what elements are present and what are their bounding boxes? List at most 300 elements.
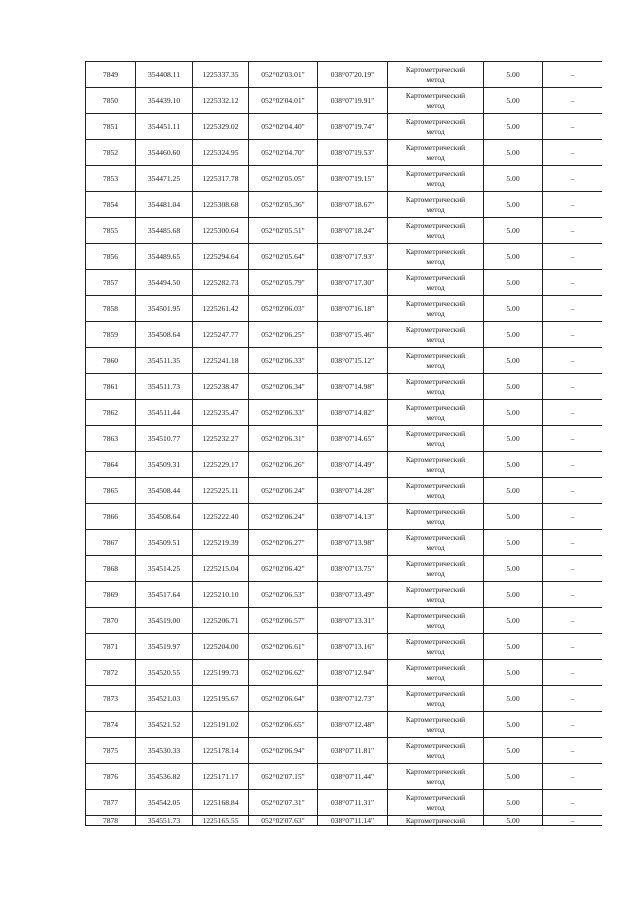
note-cell: – [543,400,603,426]
method-text: метод [426,490,445,500]
latitude-cell: 052°02'06.03" [249,296,318,322]
y-coordinate-cell: 1225332.12 [193,88,249,114]
x-coordinate-cell: 354536.82 [136,764,193,790]
note-cell: – [543,296,603,322]
point-number-cell: 7855 [86,218,136,244]
method-cell [388,114,484,140]
method-text: метод [426,646,445,656]
table-row [86,166,603,192]
longitude-cell: 038°07'14.98" [318,374,388,400]
x-coordinate-cell: 354494.50 [136,270,193,296]
y-coordinate-cell: 1225324.95 [193,140,249,166]
table-row [86,348,603,374]
point-number-cell: 7877 [86,790,136,816]
table-row [86,374,603,400]
table-row [86,62,603,88]
latitude-cell: 052°02'05.64" [249,244,318,270]
accuracy-cell: 5.00 [484,478,543,504]
method-cell [388,634,484,660]
longitude-cell: 038°07'11.44" [318,764,388,790]
accuracy-cell: 5.00 [484,270,543,296]
method-cell [388,686,484,712]
method-text: Картометрический [405,220,466,230]
x-coordinate-cell: 354508.64 [136,504,193,530]
method-text: метод [426,204,445,214]
point-number-cell: 7851 [86,114,136,140]
x-coordinate-cell: 354481.04 [136,192,193,218]
table-row [86,88,603,114]
point-number-cell: 7874 [86,712,136,738]
method-cell [388,582,484,608]
note-cell: – [543,140,603,166]
method-text: Картометрический [405,662,466,672]
method-text: Картометрический [405,532,466,542]
point-number-cell: 7873 [86,686,136,712]
point-number-cell: 7865 [86,478,136,504]
accuracy-cell: 5.00 [484,738,543,764]
longitude-cell: 038°07'19.15" [318,166,388,192]
method-text: метод [426,464,445,474]
longitude-cell: 038°07'14.13" [318,504,388,530]
longitude-cell: 038°07'14.65" [318,426,388,452]
longitude-cell: 038°07'19.91" [318,88,388,114]
y-coordinate-cell: 1225261.42 [193,296,249,322]
method-text: Картометрический [405,402,466,412]
x-coordinate-cell: 354508.64 [136,322,193,348]
longitude-cell: 038°07'13.31" [318,608,388,634]
x-coordinate-cell: 354471.25 [136,166,193,192]
note-cell: – [543,764,603,790]
method-text: Картометрический [405,272,466,282]
latitude-cell: 052°02'06.26" [249,452,318,478]
longitude-cell: 038°07'17.30" [318,270,388,296]
longitude-cell: 038°07'11.14" [318,816,388,826]
method-text: метод [426,438,445,448]
point-number-cell: 7856 [86,244,136,270]
note-cell: – [543,322,603,348]
coordinates-table-body [86,62,603,826]
longitude-cell: 038°07'19.74" [318,114,388,140]
note-cell: – [543,62,603,88]
point-number-cell: 7868 [86,556,136,582]
accuracy-cell: 5.00 [484,816,543,826]
y-coordinate-cell: 1225199.73 [193,660,249,686]
longitude-cell: 038°07'14.28" [318,478,388,504]
point-number-cell: 7872 [86,660,136,686]
accuracy-cell: 5.00 [484,504,543,530]
table-row [86,140,603,166]
table-row [86,322,603,348]
method-text: Картометрический [405,792,466,802]
method-text: Картометрический [405,584,466,594]
method-text: метод [426,282,445,292]
y-coordinate-cell: 1225300.64 [193,218,249,244]
longitude-cell: 038°07'16.18" [318,296,388,322]
y-coordinate-cell: 1225222.40 [193,504,249,530]
latitude-cell: 052°02'06.27" [249,530,318,556]
table-row [86,218,603,244]
note-cell: – [543,478,603,504]
table-row [86,400,603,426]
x-coordinate-cell: 354408.11 [136,62,193,88]
method-cell [388,556,484,582]
y-coordinate-cell: 1225247.77 [193,322,249,348]
method-cell [388,608,484,634]
method-cell [388,270,484,296]
point-number-cell: 7860 [86,348,136,374]
note-cell: – [543,686,603,712]
y-coordinate-cell: 1225204.00 [193,634,249,660]
note-cell: – [543,790,603,816]
accuracy-cell: 5.00 [484,582,543,608]
table-row [86,530,603,556]
method-text: метод [426,230,445,240]
method-text: Картометрический [405,636,466,646]
table-row [86,114,603,140]
table-row [86,738,603,764]
method-text: Картометрический [405,816,466,825]
note-cell: – [543,244,603,270]
x-coordinate-cell: 354439.10 [136,88,193,114]
latitude-cell: 052°02'06.57" [249,608,318,634]
accuracy-cell: 5.00 [484,88,543,114]
accuracy-cell: 5.00 [484,634,543,660]
x-coordinate-cell: 354519.97 [136,634,193,660]
method-cell [388,88,484,114]
y-coordinate-cell: 1225219.39 [193,530,249,556]
table-row [86,244,603,270]
longitude-cell: 038°07'18.24" [318,218,388,244]
note-cell: – [543,374,603,400]
table-row [86,504,603,530]
table-row [86,452,603,478]
y-coordinate-cell: 1225329.02 [193,114,249,140]
x-coordinate-cell: 354520.55 [136,660,193,686]
latitude-cell: 052°02'06.64" [249,686,318,712]
x-coordinate-cell: 354510.77 [136,426,193,452]
method-text: Картометрический [405,714,466,724]
latitude-cell: 052°02'06.33" [249,400,318,426]
latitude-cell: 052°02'06.25" [249,322,318,348]
longitude-cell: 038°07'15.46" [318,322,388,348]
latitude-cell: 052°02'06.31" [249,426,318,452]
point-number-cell: 7867 [86,530,136,556]
latitude-cell: 052°02'06.34" [249,374,318,400]
y-coordinate-cell: 1225215.04 [193,556,249,582]
method-text: метод [426,256,445,266]
longitude-cell: 038°07'18.67" [318,192,388,218]
accuracy-cell: 5.00 [484,790,543,816]
latitude-cell: 052°02'06.53" [249,582,318,608]
longitude-cell: 038°07'19.53" [318,140,388,166]
longitude-cell: 038°07'13.75" [318,556,388,582]
method-text: метод [426,308,445,318]
x-coordinate-cell: 354508.44 [136,478,193,504]
latitude-cell: 052°02'07.63" [249,816,318,826]
method-cell [388,478,484,504]
point-number-cell: 7870 [86,608,136,634]
point-number-cell: 7854 [86,192,136,218]
y-coordinate-cell: 1225317.78 [193,166,249,192]
point-number-cell: 7862 [86,400,136,426]
point-number-cell: 7878 [86,816,136,826]
table-row [86,608,603,634]
accuracy-cell: 5.00 [484,348,543,374]
longitude-cell: 038°07'14.82" [318,400,388,426]
latitude-cell: 052°02'06.33" [249,348,318,374]
longitude-cell: 038°07'14.49" [318,452,388,478]
note-cell: – [543,816,603,826]
note-cell: – [543,660,603,686]
method-cell [388,322,484,348]
longitude-cell: 038°07'12.73" [318,686,388,712]
method-text: Картометрический [405,558,466,568]
method-text: метод [426,542,445,552]
latitude-cell: 052°02'06.62" [249,660,318,686]
longitude-cell: 038°07'13.49" [318,582,388,608]
y-coordinate-cell: 1225241.18 [193,348,249,374]
y-coordinate-cell: 1225210.10 [193,582,249,608]
accuracy-cell: 5.00 [484,218,543,244]
method-text: Картометрический [405,168,466,178]
accuracy-cell: 5.00 [484,556,543,582]
table-row [86,816,603,826]
x-coordinate-cell: 354489.65 [136,244,193,270]
y-coordinate-cell: 1225225.11 [193,478,249,504]
latitude-cell: 052°02'04.70" [249,140,318,166]
y-coordinate-cell: 1225171.17 [193,764,249,790]
note-cell: – [543,426,603,452]
method-text: Картометрический [405,428,466,438]
accuracy-cell: 5.00 [484,374,543,400]
method-cell [388,374,484,400]
method-text: Картометрический [405,350,466,360]
x-coordinate-cell: 354551.73 [136,816,193,826]
table-row [86,478,603,504]
latitude-cell: 052°02'07.15" [249,764,318,790]
method-cell [388,790,484,816]
point-number-cell: 7859 [86,322,136,348]
point-number-cell: 7871 [86,634,136,660]
longitude-cell: 038°07'17.93" [318,244,388,270]
accuracy-cell: 5.00 [484,62,543,88]
table-row [86,660,603,686]
accuracy-cell: 5.00 [484,608,543,634]
y-coordinate-cell: 1225191.02 [193,712,249,738]
method-text: метод [426,802,445,812]
table-row [86,192,603,218]
method-cell [388,660,484,686]
point-number-cell: 7857 [86,270,136,296]
document-page [85,61,602,839]
x-coordinate-cell: 354509.31 [136,452,193,478]
note-cell: – [543,530,603,556]
x-coordinate-cell: 354511.35 [136,348,193,374]
longitude-cell: 038°07'12.94" [318,660,388,686]
method-text: метод [426,412,445,422]
longitude-cell: 038°07'20.19" [318,62,388,88]
method-cell [388,192,484,218]
x-coordinate-cell: 354509.51 [136,530,193,556]
accuracy-cell: 5.00 [484,296,543,322]
method-text: Картометрический [405,480,466,490]
method-cell [388,452,484,478]
longitude-cell: 038°07'13.98" [318,530,388,556]
latitude-cell: 052°02'06.94" [249,738,318,764]
method-text: метод [426,360,445,370]
method-text: Картометрический [405,90,466,100]
latitude-cell: 052°02'06.24" [249,504,318,530]
table-row [86,686,603,712]
accuracy-cell: 5.00 [484,452,543,478]
longitude-cell: 038°07'11.31" [318,790,388,816]
method-cell [388,348,484,374]
method-text: Картометрический [405,64,466,74]
method-cell [388,530,484,556]
accuracy-cell: 5.00 [484,660,543,686]
method-text: метод [426,776,445,786]
point-number-cell: 7852 [86,140,136,166]
method-text: метод [426,620,445,630]
latitude-cell: 052°02'05.05" [249,166,318,192]
method-text: метод [426,594,445,604]
method-text: метод [426,750,445,760]
accuracy-cell: 5.00 [484,192,543,218]
point-number-cell: 7861 [86,374,136,400]
y-coordinate-cell: 1225206.71 [193,608,249,634]
y-coordinate-cell: 1225308.68 [193,192,249,218]
accuracy-cell: 5.00 [484,322,543,348]
accuracy-cell: 5.00 [484,114,543,140]
method-text: Картометрический [405,298,466,308]
y-coordinate-cell: 1225195.67 [193,686,249,712]
note-cell: – [543,114,603,140]
point-number-cell: 7869 [86,582,136,608]
method-text: метод [426,100,445,110]
accuracy-cell: 5.00 [484,244,543,270]
y-coordinate-cell: 1225178.14 [193,738,249,764]
latitude-cell: 052°02'04.40" [249,114,318,140]
table-row [86,790,603,816]
note-cell: – [543,270,603,296]
method-cell [388,816,484,826]
y-coordinate-cell: 1225294.64 [193,244,249,270]
method-text: метод [426,386,445,396]
note-cell: – [543,166,603,192]
method-text: Картометрический [405,688,466,698]
x-coordinate-cell: 354451.11 [136,114,193,140]
latitude-cell: 052°02'06.65" [249,712,318,738]
method-text: Картометрический [405,506,466,516]
x-coordinate-cell: 354530.33 [136,738,193,764]
method-text: Картометрический [405,740,466,750]
method-text: метод [426,698,445,708]
point-number-cell: 7866 [86,504,136,530]
y-coordinate-cell: 1225282.73 [193,270,249,296]
x-coordinate-cell: 354521.03 [136,686,193,712]
latitude-cell: 052°02'04.01" [249,88,318,114]
note-cell: – [543,608,603,634]
method-text: Картометрический [405,116,466,126]
table-row [86,556,603,582]
method-cell [388,764,484,790]
method-text: Картометрический [405,766,466,776]
method-text: метод [426,178,445,188]
method-text: метод [426,724,445,734]
table-row [86,296,603,322]
point-number-cell: 7853 [86,166,136,192]
x-coordinate-cell: 354517.64 [136,582,193,608]
accuracy-cell: 5.00 [484,426,543,452]
note-cell: – [543,582,603,608]
latitude-cell: 052°02'05.79" [249,270,318,296]
x-coordinate-cell: 354521.52 [136,712,193,738]
x-coordinate-cell: 354485.68 [136,218,193,244]
latitude-cell: 052°02'06.24" [249,478,318,504]
method-cell [388,738,484,764]
x-coordinate-cell: 354514.25 [136,556,193,582]
note-cell: – [543,738,603,764]
method-cell [388,218,484,244]
x-coordinate-cell: 354460.60 [136,140,193,166]
accuracy-cell: 5.00 [484,530,543,556]
note-cell: – [543,452,603,478]
table-row [86,634,603,660]
point-number-cell: 7858 [86,296,136,322]
y-coordinate-cell: 1225238.47 [193,374,249,400]
method-text: Картометрический [405,376,466,386]
method-text: Картометрический [405,324,466,334]
note-cell: – [543,634,603,660]
accuracy-cell: 5.00 [484,140,543,166]
point-number-cell: 7876 [86,764,136,790]
method-text: метод [426,516,445,526]
latitude-cell: 052°02'06.42" [249,556,318,582]
latitude-cell: 052°02'03.01" [249,62,318,88]
latitude-cell: 052°02'05.36" [249,192,318,218]
point-number-cell: 7850 [86,88,136,114]
method-cell [388,244,484,270]
accuracy-cell: 5.00 [484,400,543,426]
method-text: метод [426,568,445,578]
x-coordinate-cell: 354511.44 [136,400,193,426]
note-cell: – [543,192,603,218]
method-text: Картометрический [405,246,466,256]
table-row [86,270,603,296]
table-row [86,426,603,452]
y-coordinate-cell: 1225165.55 [193,816,249,826]
y-coordinate-cell: 1225168.84 [193,790,249,816]
accuracy-cell: 5.00 [484,686,543,712]
latitude-cell: 052°02'05.51" [249,218,318,244]
method-text: Картометрический [405,454,466,464]
coordinates-table [85,61,602,826]
accuracy-cell: 5.00 [484,712,543,738]
method-cell [388,504,484,530]
method-text: метод [426,126,445,136]
method-cell [388,296,484,322]
table-row [86,582,603,608]
longitude-cell: 038°07'13.16" [318,634,388,660]
method-text: метод [426,334,445,344]
point-number-cell: 7849 [86,62,136,88]
x-coordinate-cell: 354511.73 [136,374,193,400]
point-number-cell: 7875 [86,738,136,764]
y-coordinate-cell: 1225337.35 [193,62,249,88]
method-text: Картометрический [405,610,466,620]
table-row [86,764,603,790]
y-coordinate-cell: 1225229.17 [193,452,249,478]
